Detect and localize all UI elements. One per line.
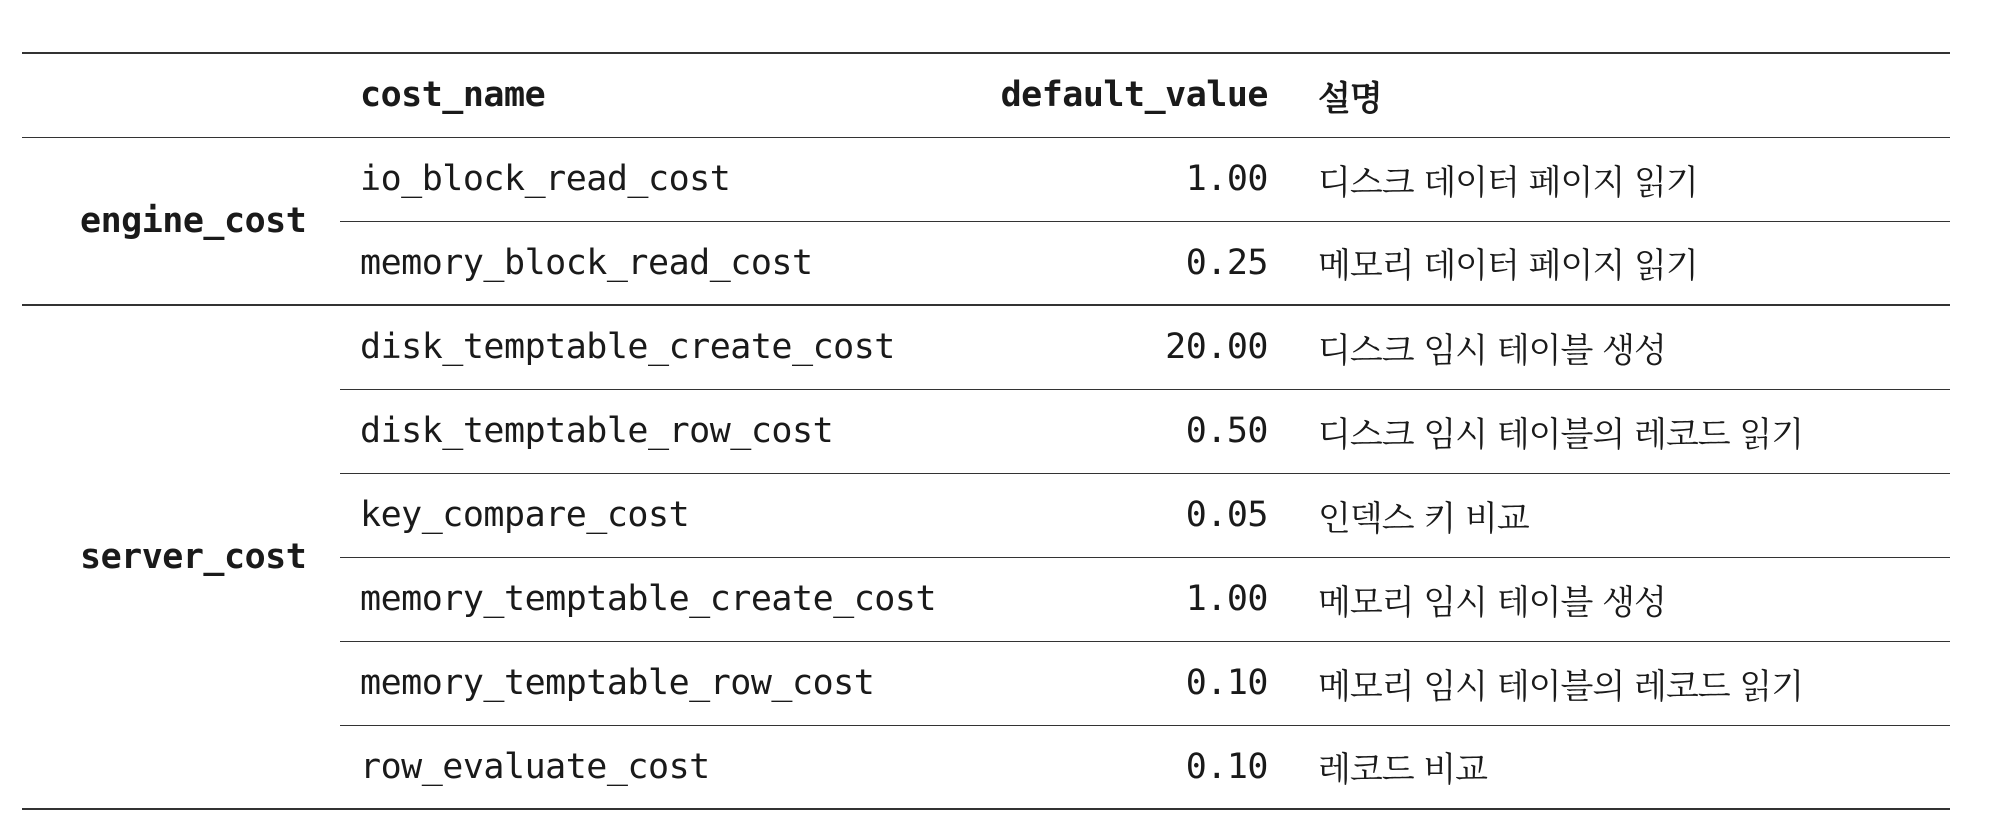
description-cell: 레코드 비교 — [1282, 725, 1950, 809]
cost-name-cell: disk_temptable_row_cost — [340, 389, 980, 473]
group-label-server-cost: server_cost — [22, 305, 340, 809]
cost-name-cell: key_compare_cost — [340, 473, 980, 557]
default-value-cell: 0.05 — [980, 473, 1282, 557]
default-value-cell: 1.00 — [980, 137, 1282, 221]
description-cell: 디스크 데이터 페이지 읽기 — [1282, 137, 1950, 221]
table-row — [22, 137, 1950, 221]
default-value-cell: 20.00 — [980, 305, 1282, 389]
description-cell: 디스크 임시 테이블 생성 — [1282, 305, 1950, 389]
default-value-cell: 0.10 — [980, 725, 1282, 809]
table-row — [22, 305, 1950, 389]
description-cell: 메모리 임시 테이블의 레코드 읽기 — [1282, 641, 1950, 725]
header-default-value: default_value — [980, 53, 1282, 137]
cost-table — [22, 52, 1950, 810]
cost-name-cell: row_evaluate_cost — [340, 725, 980, 809]
description-cell: 디스크 임시 테이블의 레코드 읽기 — [1282, 389, 1950, 473]
group-label-engine-cost: engine_cost — [22, 137, 340, 305]
default-value-cell: 0.25 — [980, 221, 1282, 305]
description-cell: 메모리 데이터 페이지 읽기 — [1282, 221, 1950, 305]
cost-name-cell: memory_temptable_row_cost — [340, 641, 980, 725]
cost-name-cell: disk_temptable_create_cost — [340, 305, 980, 389]
table-header-row — [22, 53, 1950, 137]
header-group — [22, 53, 340, 137]
cost-name-cell: memory_temptable_create_cost — [340, 557, 980, 641]
default-value-cell: 0.10 — [980, 641, 1282, 725]
header-description: 설명 — [1282, 53, 1950, 137]
description-cell: 인덱스 키 비교 — [1282, 473, 1950, 557]
cost-name-cell: memory_block_read_cost — [340, 221, 980, 305]
description-cell: 메모리 임시 테이블 생성 — [1282, 557, 1950, 641]
default-value-cell: 0.50 — [980, 389, 1282, 473]
default-value-cell: 1.00 — [980, 557, 1282, 641]
header-cost-name: cost_name — [340, 53, 980, 137]
cost-name-cell: io_block_read_cost — [340, 137, 980, 221]
